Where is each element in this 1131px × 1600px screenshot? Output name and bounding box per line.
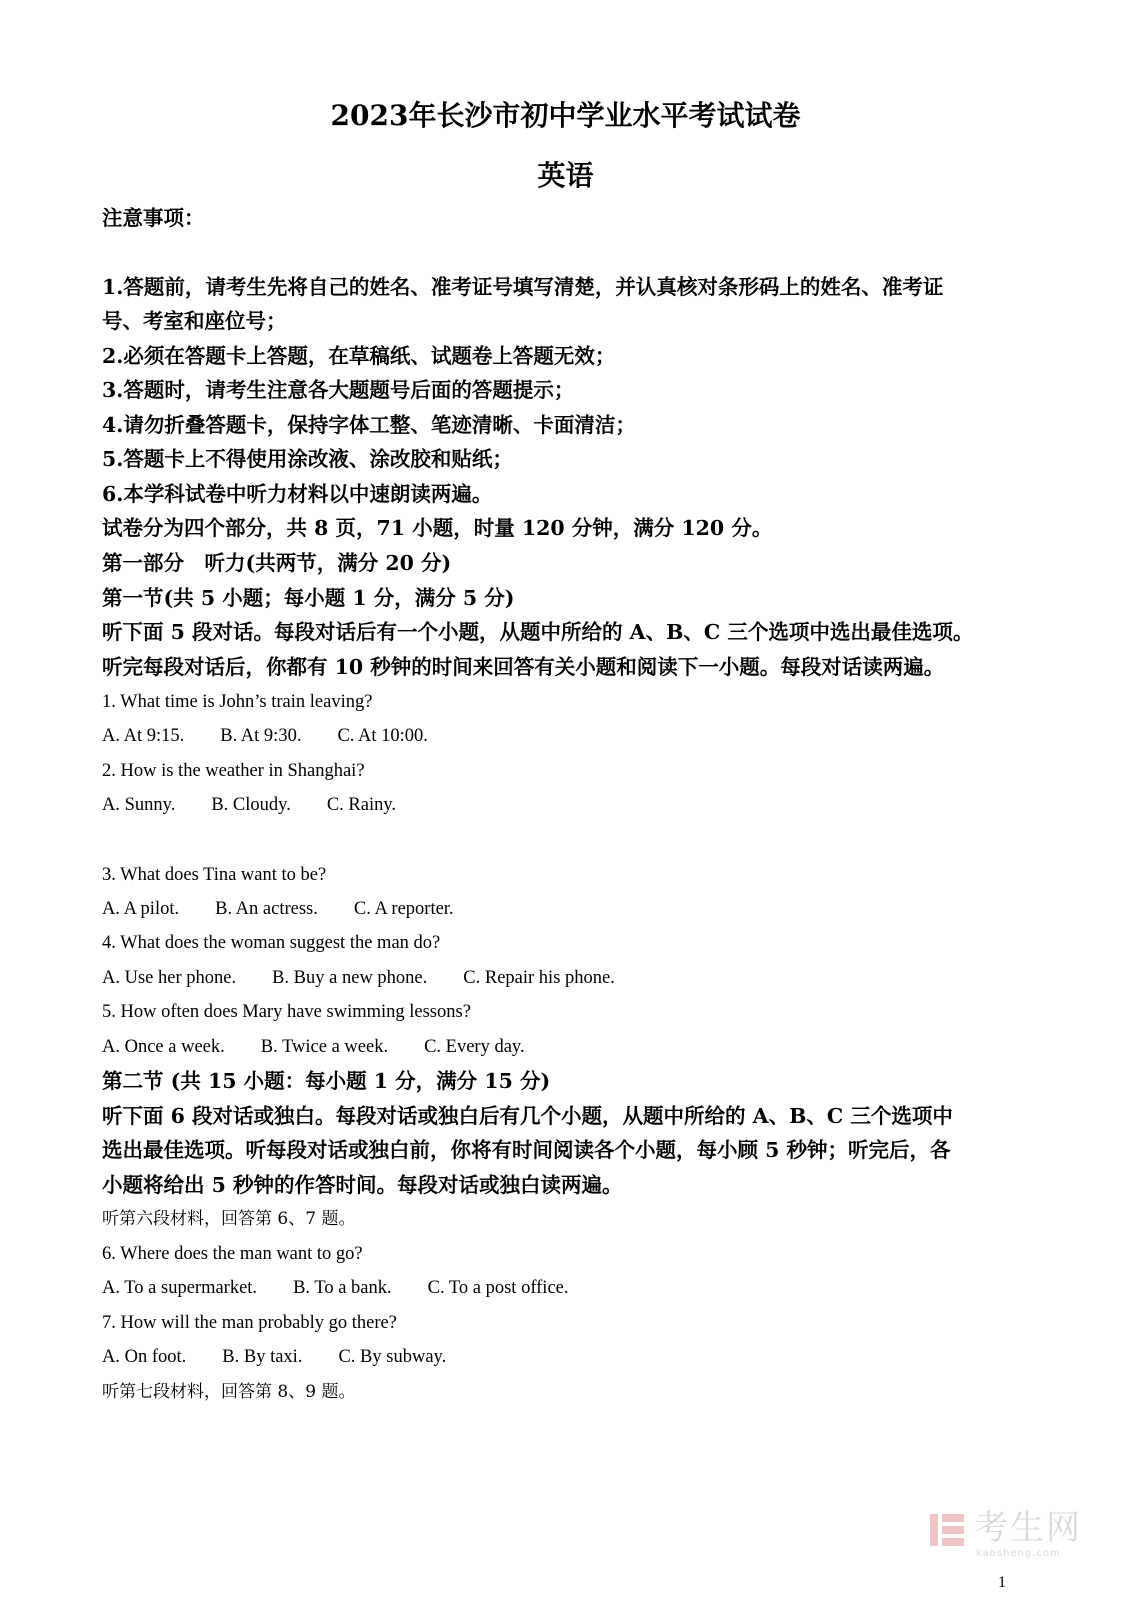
notice-line-5: 4.请勿折叠答题卡，保持字体工整、笔迹清晰、卡面清洁； (102, 413, 636, 437)
option-a: A. On foot. (102, 1347, 187, 1367)
material-7-note: 听第七段材料，回答第 8、9 题。 (102, 1382, 356, 1402)
exam-title: 2023年长沙市初中学业水平考试试卷 (330, 99, 801, 132)
section2-instruction-2: 选出最佳选项。听每段对话或独白前，你将有时间阅读各个小题，每小顾 5 秒钟；听完后，各 (102, 1138, 951, 1162)
notice-line-2: 号、考室和座位号； (102, 309, 287, 333)
kaosheng-logo-icon (928, 1510, 968, 1550)
option-b: B. An actress. (215, 899, 318, 919)
option-c: C. Repair his phone. (463, 968, 615, 988)
option-c: C. To a post office. (427, 1278, 569, 1298)
notice-line-3: 2.必须在答题卡上答题，在草稿纸、试题卷上答题无效； (102, 344, 616, 368)
question-1: 1. What time is John’s train leaving? (102, 692, 373, 712)
section2-instruction-3: 小题将给出 5 秒钟的作答时间。每段对话或独白读两遍。 (102, 1173, 623, 1197)
option-a: A. Sunny. (102, 795, 176, 815)
question-5-options (102, 1033, 1032, 1061)
section1-instruction-1: 听下面 5 段对话。每段对话后有一个小题，从题中所给的 A、B、C 三个选项中选出最佳选项。 (102, 620, 974, 644)
notice-line-1: 1.答题前，请考生先将自己的姓名、准考证号填写清楚，并认真核对条形码上的姓名、准考证 (102, 275, 944, 299)
option-b: B. At 9:30. (220, 726, 302, 746)
watermark-url: kaosheng.com (976, 1548, 1061, 1559)
notice-line-7: 6.本学科试卷中听力材料以中速朗读两遍。 (102, 482, 493, 506)
question-1-options (102, 722, 1032, 750)
option-c: C. At 10:00. (337, 726, 428, 746)
material-6-note: 听第六段材料，回答第 6、7 题。 (102, 1209, 356, 1229)
notice-line-4: 3.答题时，请考生注意各大题题号后面的答题提示； (102, 378, 575, 402)
option-b: B. To a bank. (293, 1278, 392, 1298)
option-c: C. Rainy. (326, 795, 397, 815)
question-7: 7. How will the man probably go there? (102, 1313, 397, 1333)
section1-heading: 第一节(共 5 小题；每小题 1 分，满分 5 分) (102, 586, 515, 610)
option-b: B. Cloudy. (211, 795, 291, 815)
question-2-options (102, 791, 1032, 819)
option-b: B. Twice a week. (260, 1037, 389, 1057)
section1-instruction-2: 听完每段对话后，你都有 10 秒钟的时间来回答有关小题和阅读下一小题。每段对话读两遍。 (102, 655, 945, 679)
question-4: 4. What does the woman suggest the man do? (102, 933, 441, 953)
option-c: C. A reporter. (353, 899, 454, 919)
watermark-text: 考生网 (974, 1508, 1082, 1548)
part1-heading: 第一部分 听力(共两节，满分 20 分) (102, 551, 452, 575)
option-a: A. Use her phone. (102, 968, 237, 988)
question-5: 5. How often does Mary have swimming lessons? (102, 1002, 471, 1022)
section2-instruction-1: 听下面 6 段对话或独白。每段对话或独白后有几个小题，从题中所给的 A、B、C 三个选项中 (102, 1104, 953, 1128)
question-2: 2. How is the weather in Shanghai? (102, 761, 365, 781)
notice-heading: 注意事项： (102, 206, 205, 230)
question-6-options (102, 1274, 1032, 1302)
paper-info: 试卷分为四个部分，共 8 页，71 小题，时量 120 分钟，满分 120 分。 (102, 516, 773, 540)
section2-heading: 第二节 (共 15 小题：每小题 1 分，满分 15 分) (102, 1069, 551, 1093)
option-b: B. By taxi. (222, 1347, 303, 1367)
exam-subject: 英语 (537, 159, 594, 192)
question-3: 3. What does Tina want to be? (102, 865, 327, 885)
option-a: A. To a supermarket. (102, 1278, 258, 1298)
question-6: 6. Where does the man want to go? (102, 1244, 363, 1264)
option-b: B. Buy a new phone. (272, 968, 428, 988)
option-a: A. At 9:15. (102, 726, 185, 746)
option-a: A. Once a week. (102, 1037, 225, 1057)
question-7-options (102, 1343, 1032, 1371)
question-4-options (102, 964, 1032, 992)
page-number: 1 (998, 1574, 1006, 1591)
question-3-options (102, 895, 1032, 923)
watermark (928, 1508, 1088, 1568)
option-c: C. By subway. (338, 1347, 447, 1367)
option-c: C. Every day. (424, 1037, 525, 1057)
notice-line-6: 5.答题卡上不得使用涂改液、涂改胶和贴纸； (102, 447, 513, 471)
option-a: A. A pilot. (102, 899, 180, 919)
